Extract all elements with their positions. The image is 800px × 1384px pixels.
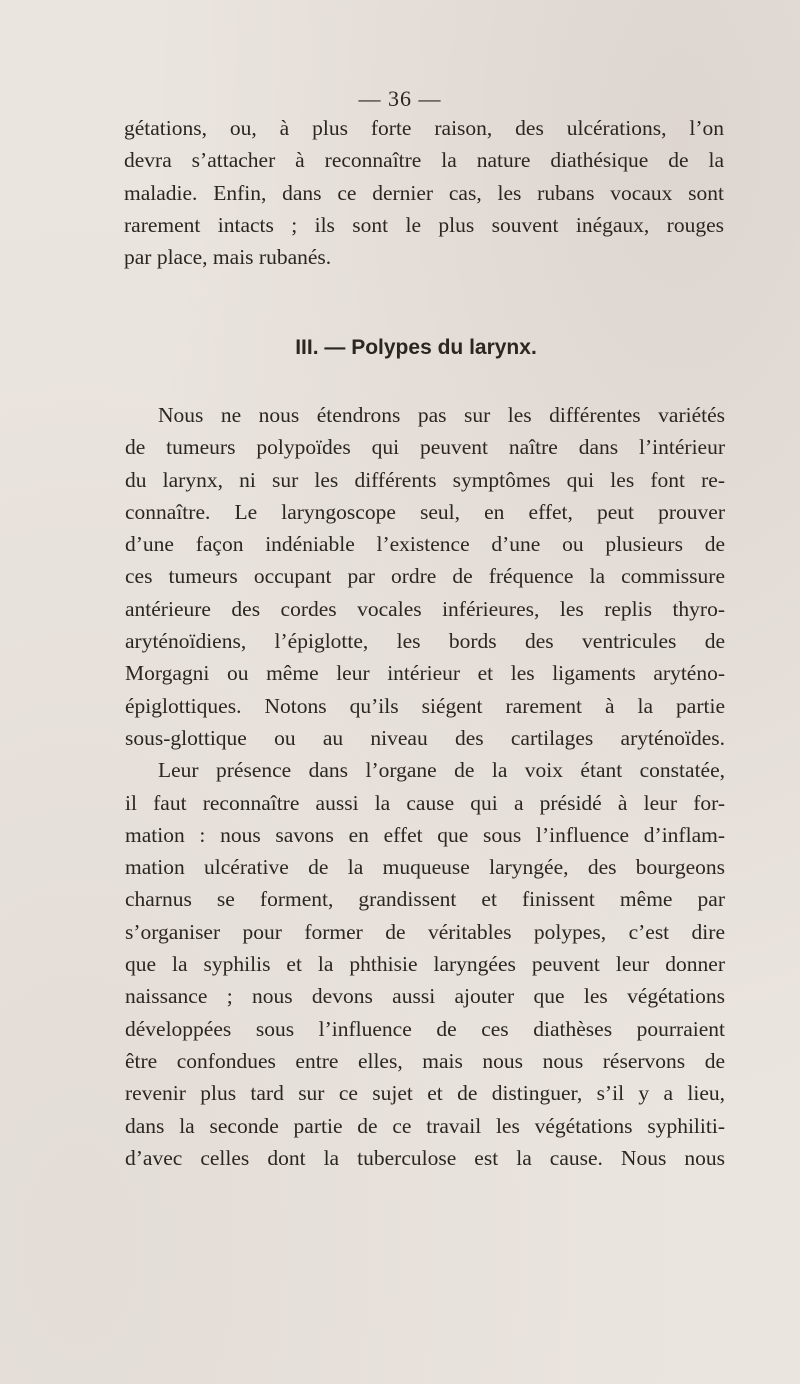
text-line: Morgagni ou même leur intérieur et les ligaments aryténo- <box>125 661 725 686</box>
page-number: — 36 — <box>358 86 442 111</box>
text-line: de tumeurs polypoïdes qui peuvent naître dans l’intérieur <box>125 435 725 460</box>
text-line: antérieure des cordes vocales inférieures, les replis thyro- <box>125 596 725 621</box>
text-line: d’une façon indéniable l’existence d’une ou plusieurs de <box>125 532 725 557</box>
section-heading: III. — Polypes du larynx. <box>295 336 537 359</box>
text-line: Leur présence dans l’organe de la voix étant constatée, <box>158 758 725 783</box>
text-line: dans la seconde partie de ce travail les végétations syphiliti- <box>125 1113 725 1138</box>
text-line: ces tumeurs occupant par ordre de fréquence la commissure <box>125 564 725 589</box>
paragraph-polypes <box>125 399 725 1174</box>
text-line: naissance ; nous devons aussi ajouter que les végétations <box>125 984 725 1009</box>
text-line: mation ulcérative de la muqueuse laryngée, des bourgeons <box>125 855 725 880</box>
paragraph-continuation <box>124 112 724 273</box>
text-line: Nous ne nous étendrons pas sur les différentes variétés <box>158 403 725 427</box>
text-line: s’organiser pour former de véritables polypes, c’est dire <box>125 919 725 944</box>
text-line: être confondues entre elles, mais nous nous réservons de <box>125 1048 725 1073</box>
text-line: maladie. Enfin, dans ce dernier cas, les rubans vocaux sont <box>124 180 724 205</box>
text-line: gétations, ou, à plus forte raison, des ulcérations, l’on <box>124 116 724 140</box>
text-line: développées sous l’influence de ces diathèses pourraient <box>125 1016 725 1041</box>
text-line: épiglottiques. Notons qu’ils siégent rarement à la partie <box>125 693 725 718</box>
text-line: d’avec celles dont la tuberculose est la cause. Nous nous <box>125 1145 725 1170</box>
text-line: revenir plus tard sur ce sujet et de distinguer, s’il y a lieu, <box>125 1081 725 1106</box>
text-line: du larynx, ni sur les différents symptômes qui les font re- <box>125 467 725 492</box>
text-line: charnus se forment, grandissent et finissent même par <box>125 887 725 912</box>
text-line: par place, mais rubanés. <box>124 245 332 270</box>
text-line: aryténoïdiens, l’épiglotte, les bords des ventricules de <box>125 629 725 654</box>
text-line: il faut reconnaître aussi la cause qui a présidé à leur for- <box>125 790 725 815</box>
text-line: que la syphilis et la phthisie laryngées peuvent leur donner <box>125 952 725 977</box>
text-line: sous-glottique ou au niveau des cartilages aryténoïdes. <box>125 725 725 750</box>
text-line: rarement intacts ; ils sont le plus souvent inégaux, rouges <box>124 212 724 237</box>
text-line: mation : nous savons en effet que sous l’influence d’inflam- <box>125 822 725 847</box>
text-line: connaître. Le laryngoscope seul, en effet, peut prouver <box>125 499 725 524</box>
text-line: devra s’attacher à reconnaître la nature diathésique de la <box>124 148 724 173</box>
